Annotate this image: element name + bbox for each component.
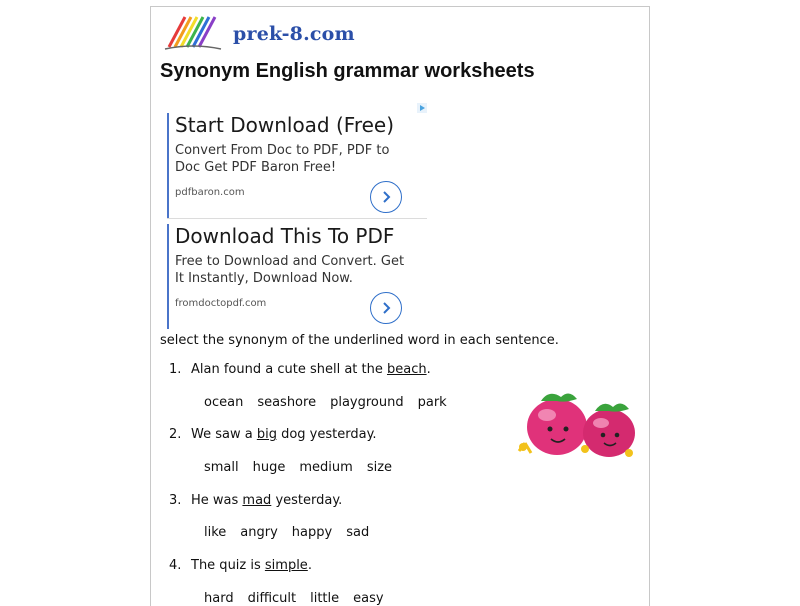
- ad-open-button[interactable]: [370, 181, 402, 213]
- answer-option: small: [204, 460, 239, 475]
- logo-text: prek-8.com: [233, 23, 355, 45]
- answer-option: little: [310, 591, 340, 606]
- answer-options: [204, 525, 383, 540]
- answer-option: size: [366, 460, 393, 475]
- ad-title[interactable]: Start Download (Free): [175, 113, 395, 137]
- adchoices-icon[interactable]: [417, 103, 427, 113]
- answer-option: difficult: [247, 591, 297, 606]
- question-item: [169, 493, 342, 508]
- question-text-after: yesterday.: [271, 493, 343, 508]
- ad-block[interactable]: [167, 113, 427, 218]
- question-text-before: Alan found a cute shell at the: [191, 362, 387, 377]
- answer-option: park: [417, 395, 447, 410]
- cartoon-fruit-illustration: [517, 385, 641, 465]
- answer-option: easy: [353, 591, 384, 606]
- answer-option: huge: [252, 460, 286, 475]
- question-number: 1.: [169, 362, 182, 377]
- ad-url[interactable]: fromdoctopdf.com: [175, 298, 267, 309]
- answer-option: ocean: [204, 395, 244, 410]
- question-item: [169, 427, 377, 442]
- ad-body: Convert From Doc to PDF, PDF to Doc Get PDF Baron Free!: [175, 143, 390, 175]
- ad-body: Free to Download and Convert. Get It Instantly, Download Now.: [175, 254, 405, 286]
- chevron-right-icon: [379, 301, 393, 315]
- answer-option: like: [204, 525, 227, 540]
- ad-divider: [167, 218, 427, 219]
- answer-options: [204, 591, 398, 606]
- chevron-right-icon: [379, 190, 393, 204]
- page-title: Synonym English grammar worksheets: [160, 60, 535, 82]
- site-logo[interactable]: [163, 13, 363, 53]
- answer-option: happy: [291, 525, 333, 540]
- ad-url[interactable]: pdfbaron.com: [175, 187, 245, 198]
- answer-options: [204, 460, 406, 475]
- question-item: [169, 558, 312, 573]
- question-text-before: He was: [191, 493, 243, 508]
- question-text-before: The quiz is: [191, 558, 265, 573]
- answer-option: playground: [330, 395, 404, 410]
- question-number: 4.: [169, 558, 182, 573]
- answer-options: [204, 395, 461, 410]
- ad-open-button[interactable]: [370, 292, 402, 324]
- worksheet-instructions: select the synonym of the underlined word in each sentence.: [160, 333, 559, 348]
- answer-option: medium: [299, 460, 353, 475]
- ad-block[interactable]: [167, 224, 427, 329]
- question-text-after: dog yesterday.: [276, 427, 377, 442]
- question-text-before: We saw a: [191, 427, 257, 442]
- question-number: 2.: [169, 427, 182, 442]
- question-number: 3.: [169, 493, 182, 508]
- question-text-after: .: [307, 558, 312, 573]
- underlined-word: mad: [242, 493, 272, 508]
- underlined-word: beach: [386, 362, 427, 377]
- ad-title[interactable]: Download This To PDF: [175, 224, 395, 248]
- answer-option: seashore: [257, 395, 317, 410]
- answer-option: hard: [204, 591, 234, 606]
- question-item: [169, 362, 431, 377]
- page-container: [150, 6, 650, 606]
- question-text-after: .: [426, 362, 431, 377]
- answer-option: sad: [346, 525, 370, 540]
- underlined-word: simple: [264, 558, 308, 573]
- underlined-word: big: [256, 427, 277, 442]
- answer-option: angry: [240, 525, 278, 540]
- rainbow-logo-icon: [163, 13, 225, 53]
